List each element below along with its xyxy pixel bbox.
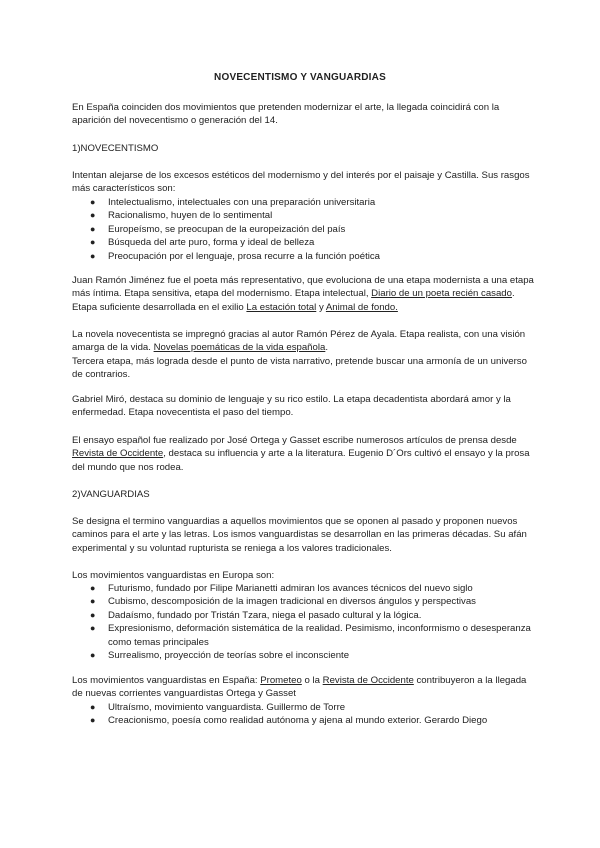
bullet-icon: ● <box>90 237 96 248</box>
bullet-icon: ● <box>90 609 96 620</box>
novela-paragraph: La novela novecentista se impregnó gracias al autor Ramón Pérez de Ayala. Etapa realista, con una visión amarga de la vida. Novelas poemáticas de la vida española. Tercera etapa, más lograda desde el punto de vista narrativo, pretende buscar una armonía de un universo de contrarios. <box>72 329 527 381</box>
europa-intro: Los movimientos vanguardistas en Europa son: <box>72 570 275 581</box>
document-title: NOVECENTISMO Y VANGUARDIAS <box>214 72 386 83</box>
bullet-icon: ● <box>90 583 96 593</box>
intro-paragraph: En España coinciden dos movimientos que pretenden modernizar el arte, la llegada coincidirá con la aparición del novecentismo o generación del 14. <box>72 102 500 127</box>
list-item: ● Futurismo, fundado por Filipe Marianetti admiran los avances técnicos del nuevo siglo <box>90 583 473 594</box>
list-item: ● Intelectualismo, intelectuales con una preparación universitaria <box>90 197 376 208</box>
list-item: ● Europeísmo, se preocupan de la europeización del país <box>90 223 346 235</box>
list-item: ● Surrealismo, proyección de teorías sobre el inconsciente <box>90 650 350 662</box>
work-title-link[interactable]: La estación total <box>246 301 317 313</box>
list-item: ● Preocupación por el lenguaje, prosa recurre a la función poética <box>90 250 380 262</box>
section-heading-vanguardias: 2)VANGUARDIAS <box>72 489 150 500</box>
jrj-paragraph: Juan Ramón Jiménez fue el poeta más representativo, que evoluciona de una etapa modernista a una etapa más íntima. Etapa sensitiva, etapa del modernismo. Etapa intelectual, Diario de un poeta recién casado. Etapa suficiente desarrollada en el exilio La estación total y Animal de fondo. <box>72 275 534 313</box>
bullet-icon: ● <box>90 197 96 207</box>
list-item: ● Cubismo, descomposición de la imagen tradicional en diversos ángulos y perspectivas <box>90 596 476 608</box>
work-title-link[interactable]: Revista de Occidente <box>72 448 164 460</box>
work-title-link[interactable]: Diario de un poeta recién casado <box>371 288 512 300</box>
work-title-link[interactable]: Prometeo <box>260 675 302 686</box>
work-title-link[interactable]: Novelas poemáticas de la vida española <box>153 342 326 354</box>
bullet-icon: ● <box>90 223 96 234</box>
list-item: ● Búsqueda del arte puro, forma y ideal de belleza <box>90 237 315 249</box>
work-title-link[interactable]: Animal de fondo. <box>325 301 398 313</box>
bullet-icon: ● <box>90 650 96 661</box>
ensayo-paragraph: El ensayo español fue realizado por José Ortega y Gasset escribe numerosos artículos de prensa desde Revista de Occidente, destaca su influencia y arte a la literatura. Eugenio D´Ors cultivó el ensayo y la prosa del mundo que nos rodea. <box>72 435 530 473</box>
bullet-icon: ● <box>90 596 96 607</box>
list-item: ● Ultraísmo, movimiento vanguardista. Guillermo de Torre <box>90 702 346 713</box>
list-item: ● Dadaísmo, fundado por Tristán Tzara, niega el pasado cultural y la lógica. <box>90 609 422 621</box>
novecentismo-paragraph: Intentan alejarse de los excesos estéticos del modernismo y del interés por el paisaje y Castilla. Sus rasgos más característicos son: <box>72 170 530 195</box>
bullet-icon: ● <box>90 210 96 221</box>
miro-paragraph: Gabriel Miró, destaca su dominio de lenguaje y su rico estilo. La etapa decadentista abordará amor y la enfermedad. Etapa novecentista el paso del tiempo. <box>72 394 511 419</box>
bullet-icon: ● <box>90 623 96 634</box>
vanguardias-paragraph: Se designa el termino vanguardias a aquellos movimientos que se oponen al pasado y proponen nuevos caminos para el arte y las letras. Los ismos vanguardistas se desarrollan en las primeras décadas. Su afán experimental y su voluntad rupturista se reniega a los valores tradicionales. <box>72 516 527 554</box>
bullet-icon: ● <box>90 715 96 726</box>
work-title-link[interactable]: Revista de Occidente <box>322 675 414 686</box>
espana-paragraph: Los movimientos vanguardistas en España: Prometeo o la Revista de Occidente contribuyeron a la llegada de nuevas corrientes vanguardistas Ortega y Gasset <box>72 675 527 700</box>
bullet-icon: ● <box>90 702 96 712</box>
list-item: ● Expresionismo, deformación sistemática de la realidad. Pesimismo, inconformismo o desesperanza como temas principales <box>90 623 531 648</box>
europa-movements-list <box>72 582 534 662</box>
list-item: ● Racionalismo, huyen de lo sentimental <box>90 210 273 222</box>
bullet-icon: ● <box>90 250 96 261</box>
section-heading-novecentismo: 1)NOVECENTISMO <box>72 143 159 154</box>
espana-movements-list <box>72 701 534 728</box>
novecentismo-traits-list <box>72 196 534 263</box>
list-item: ● Creacionismo, poesía como realidad autónoma y ajena al mundo exterior. Gerardo Diego <box>90 715 488 727</box>
